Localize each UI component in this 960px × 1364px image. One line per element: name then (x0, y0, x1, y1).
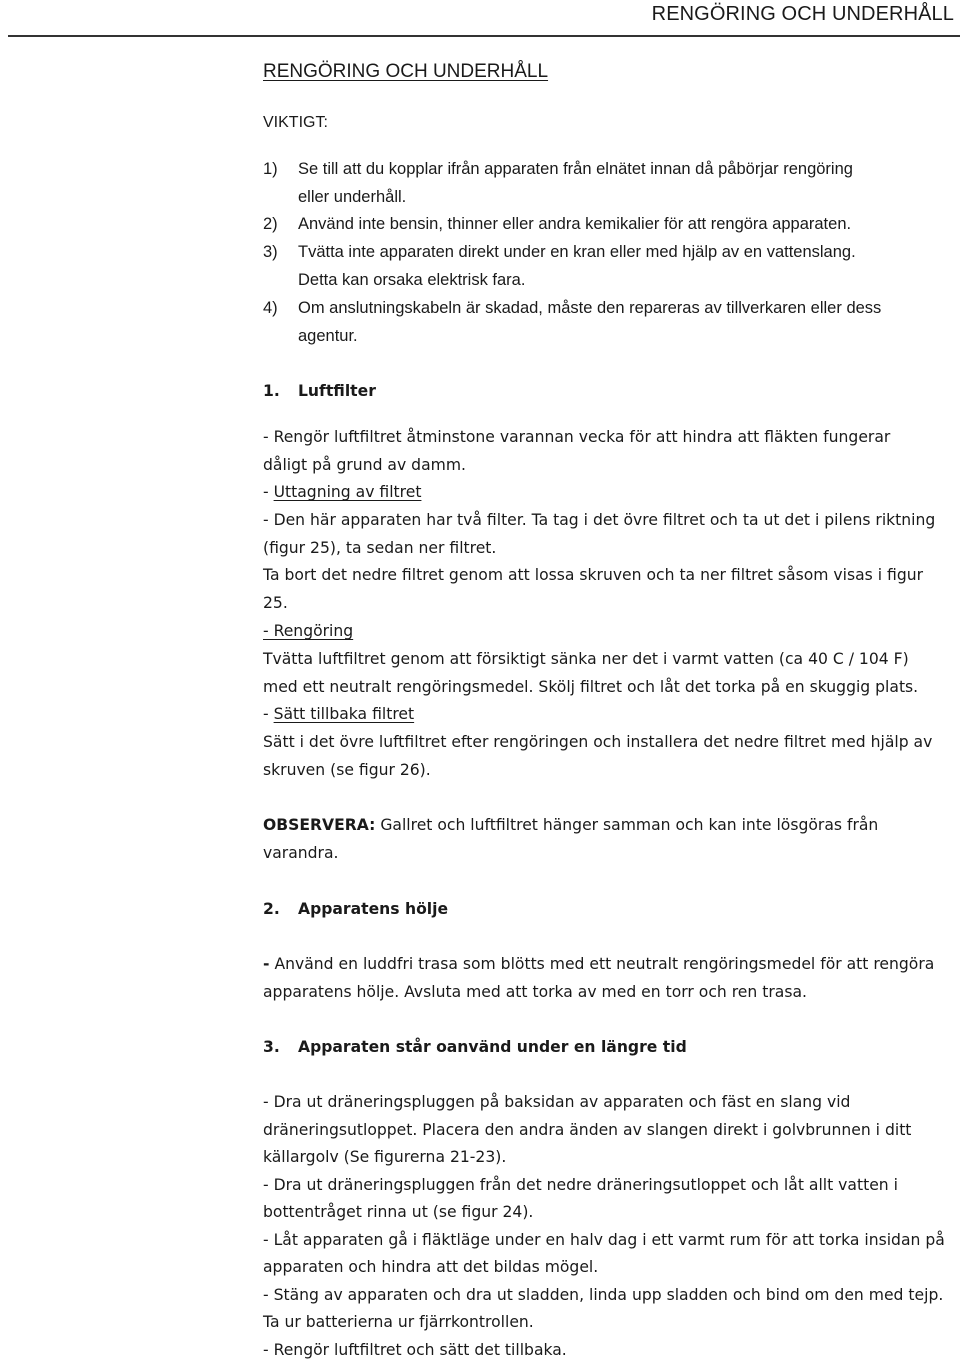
warning-number: 1) (263, 160, 278, 178)
note (263, 812, 958, 867)
text-line: skruven (se figur 26). (263, 760, 431, 779)
paragraph (263, 424, 958, 479)
dash: - (263, 955, 270, 973)
warning-text (298, 239, 958, 294)
warning-line: Se till att du kopplar ifrån apparaten från elnätet innan då påbörjar rengöring (298, 160, 853, 178)
warning-line: Tvätta inte apparaten direkt under en kran eller med hjälp av en vattenslang. (298, 243, 856, 261)
warning-number: 2) (263, 215, 278, 233)
header-rule (8, 35, 960, 37)
dash: - (263, 483, 274, 501)
text-line: Ta bort det nedre filtret genom att lossa skruven och ta ner filtret såsom visas i figur (263, 566, 924, 584)
note-text: Gallret och luftfiltret hänger samman och kan inte lösgöras från (375, 816, 879, 834)
warning-line: Detta kan orsaka elektrisk fara. (298, 270, 526, 289)
subheading-refit (263, 701, 958, 729)
section-number: 2. (263, 900, 280, 918)
warning-text (298, 156, 958, 211)
important-label: VIKTIGT: (263, 114, 328, 131)
section-heading: Apparatens hölje (298, 900, 449, 918)
dash: - (263, 705, 274, 723)
section-number: 3. (263, 1038, 280, 1056)
text-line: apparaten och hindra att det bildas mögel. (263, 1258, 599, 1276)
subheading-cleaning (263, 618, 958, 646)
warning-text (298, 295, 958, 350)
text-line: - Rengör luftfiltret och sätt det tillbaka. (263, 1340, 567, 1359)
text-line: Sätt i det övre luftfiltret efter rengöringen och installera det nedre filtret med hjälp av (263, 733, 933, 751)
paragraph (263, 646, 958, 701)
text-line: 25. (263, 593, 288, 612)
header-title: RENGÖRING OCH UNDERHÅLL (651, 3, 954, 25)
warning-number: 4) (263, 299, 278, 317)
text-line: dåligt på grund av damm. (263, 455, 466, 474)
paragraph (263, 1089, 958, 1364)
section-heading: Luftfilter (298, 382, 376, 400)
text-line: - Den här apparaten har två filter. Ta tag i det övre filtret och ta ut det i pilens riktning (263, 511, 936, 529)
text-line: (figur 25), ta sedan ner filtret. (263, 538, 497, 557)
text-line: - Stäng av apparaten och dra ut sladden, linda upp sladden och bind om den med tejp. (263, 1285, 944, 1304)
warning-text (298, 211, 958, 239)
section-number: 1. (263, 382, 280, 400)
paragraph (263, 507, 958, 617)
text-line: dräneringsutloppet. Placera den andra änden av slangen direkt i golvbrunnen i ditt (263, 1120, 912, 1139)
note-label: OBSERVERA: (263, 816, 376, 834)
page-header (0, 0, 960, 38)
paragraph (263, 951, 958, 1006)
text-line: - Låt apparaten gå i fläktläge under en halv dag i ett varmt rum för att torka insidan på (263, 1230, 945, 1249)
text-line: källargolv (Se figurerna 21-23). (263, 1148, 507, 1166)
text-line: - Rengör luftfiltret åtminstone varannan vecka för att hindra att fläkten fungerar (263, 428, 891, 446)
section-heading: Apparaten står oanvänd under en längre tid (298, 1038, 687, 1056)
cleaning-subheading: - Rengöring (263, 622, 354, 640)
warning-line: Använd inte bensin, thinner eller andra kemikalier för att rengöra apparaten. (298, 215, 852, 233)
page-title: RENGÖRING OCH UNDERHÅLL (263, 61, 549, 82)
removal-subheading: Uttagning av filtret (273, 483, 422, 501)
note-text: varandra. (263, 843, 339, 862)
text-line: med ett neutralt rengöringsmedel. Skölj filtret och låt det torka på en skuggig plats. (263, 677, 919, 696)
refit-subheading: Sätt tillbaka filtret (273, 705, 415, 723)
paragraph (263, 729, 958, 784)
text-line: Tvätta luftfiltret genom att försiktigt sänka ner det i varmt vatten (ca 40 C / 104 F) (263, 650, 909, 668)
warning-line: eller underhåll. (298, 187, 407, 206)
warning-line: Om anslutningskabeln är skadad, måste den repareras av tillverkaren eller dess (298, 299, 882, 317)
text-line: bottentråget rinna ut (se figur 24). (263, 1203, 534, 1221)
warning-number: 3) (263, 243, 278, 261)
text-line: Ta ur batterierna ur fjärrkontrollen. (263, 1313, 534, 1331)
subheading-removal (263, 479, 958, 507)
text-line: - Dra ut dräneringspluggen från det nedre dräneringsutloppet och låt allt vatten i (263, 1175, 898, 1194)
text-line: - Dra ut dräneringspluggen på baksidan av apparaten och fäst en slang vid (263, 1093, 851, 1111)
text-line: apparatens hölje. Avsluta med att torka av med en torr och ren trasa. (263, 982, 807, 1001)
text-line: Använd en luddfri trasa som blötts med ett neutralt rengöringsmedel för att rengöra (269, 955, 935, 973)
warning-line: agentur. (298, 326, 358, 345)
